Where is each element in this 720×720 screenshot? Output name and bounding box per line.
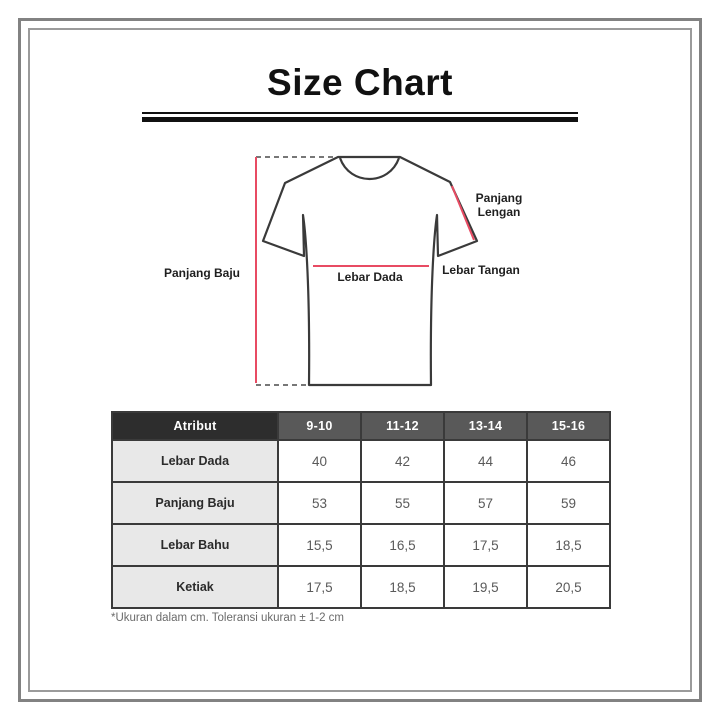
page-title: Size Chart <box>267 62 453 103</box>
cell-value: 17,5 <box>444 524 527 566</box>
cell-value: 19,5 <box>444 566 527 608</box>
label-lebar-tangan: Lebar Tangan <box>442 263 520 277</box>
table-row <box>112 524 610 566</box>
cell-value: 16,5 <box>361 524 444 566</box>
row-label-ketiak: Ketiak <box>112 566 278 608</box>
cell-value: 15,5 <box>278 524 361 566</box>
table-row <box>112 482 610 524</box>
cell-value: 46 <box>527 440 610 482</box>
cell-value: 18,5 <box>361 566 444 608</box>
cell-value: 20,5 <box>527 566 610 608</box>
label-lebar-dada: Lebar Dada <box>337 270 403 284</box>
row-label-lebar-bahu: Lebar Bahu <box>112 524 278 566</box>
header-cell-atribut: Atribut <box>112 412 278 440</box>
size-table <box>111 411 611 609</box>
table-row <box>112 566 610 608</box>
cell-value: 57 <box>444 482 527 524</box>
table-header-row <box>112 412 610 440</box>
label-panjang-lengan-line1: Panjang <box>475 191 523 205</box>
cell-value: 40 <box>278 440 361 482</box>
cell-value: 17,5 <box>278 566 361 608</box>
cell-value: 18,5 <box>527 524 610 566</box>
size-tolerance-note: *Ukuran dalam cm. Toleransi ukuran ± 1-2 cm <box>111 612 344 624</box>
row-label-panjang-baju: Panjang Baju <box>112 482 278 524</box>
cell-value: 42 <box>361 440 444 482</box>
table-row <box>112 440 610 482</box>
header-cell-size-11-12: 11-12 <box>361 412 444 440</box>
cell-value: 59 <box>527 482 610 524</box>
cell-value: 44 <box>444 440 527 482</box>
cell-value: 55 <box>361 482 444 524</box>
header-cell-size-13-14: 13-14 <box>444 412 527 440</box>
row-label-lebar-dada: Lebar Dada <box>112 440 278 482</box>
cell-value: 53 <box>278 482 361 524</box>
label-panjang-baju: Panjang Baju <box>163 266 240 280</box>
header-cell-size-15-16: 15-16 <box>527 412 610 440</box>
label-panjang-lengan-line2: Lengan <box>477 205 521 219</box>
header-cell-size-9-10: 9-10 <box>278 412 361 440</box>
label-panjang-lengan <box>454 191 544 219</box>
